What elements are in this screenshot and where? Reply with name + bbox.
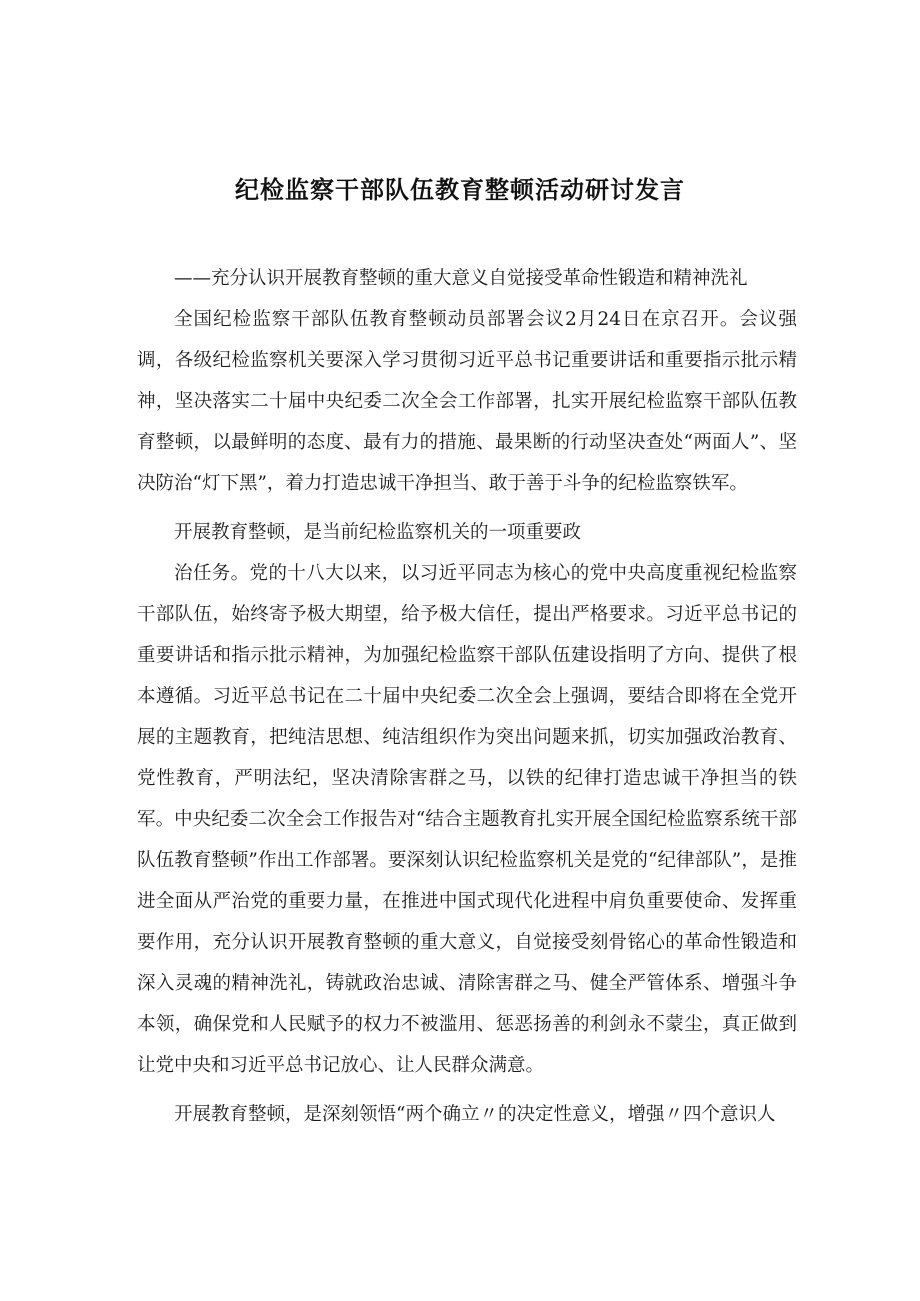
- body-paragraph: 全国纪检监察干部队伍教育整顿动员部署会议2月24日在京召开。会议强调，各级纪检监察机关要深入学习贯彻习近平总书记重要讲话和重要指示批示精神，坚决落实二十届中央纪委二次全会工作部署，扎实开展纪检监察干部队伍教育整顿，以最鲜明的态度、最有力的措施、最果断的行动坚决查处“两面人”、坚决防治“灯下黑”，着力打造忠诚干净担当、敢于善于斗争的纪检监察铁军。: [137, 309, 797, 494]
- document-title: 纪检监察干部队伍教育整顿活动研讨发言: [235, 176, 685, 204]
- subtitle-paragraph: ——充分认识开展教育整顿的重大意义自觉接受革命性锻造和精神洗礼: [174, 268, 748, 289]
- document-body: [137, 258, 797, 1135]
- body-paragraph: 治任务。党的十八大以来，以习近平同志为核心的党中央高度重视纪检监察干部队伍，始终寄予极大期望，给予极大信任，提出严格要求。习近平总书记的重要讲话和指示批示精神，为加强纪检监察干部队伍建设指明了方向、提供了根本遵循。习近平总书记在二十届中央纪委二次全会上强调，要结合即将在全党开展的主题教育，把纯洁思想、纯洁组织作为突出问题来抓，切实加强政治教育、党性教育，严明法纪，坚决清除害群之马，以铁的纪律打造忠诚干净担当的铁军。中央纪委二次全会工作报告对“结合主题教育扎实开展全国纪检监察系统干部队伍教育整顿”作出工作部署。要深刻认识纪检监察机关是党的“纪律部队”，是推进全面从严治党的重要力量，在推进中国式现代化进程中肩负重要使命、发挥重要作用，充分认识开展教育整顿的重大意义，自觉接受刻骨铭心的革命性锻造和深入灵魂的精神洗礼，铸就政治忠诚、清除害群之马、健全严管体系、增强斗争本领，确保党和人民赋予的权力不被滥用、惩恶扬善的利剑永不蒙尘，真正做到让党中央和习近平总书记放心、让人民群众满意。: [137, 563, 797, 1076]
- body-paragraph: 开展教育整顿，是深刻领悟“两个确立〃的决定性意义，增强〃四个意识人: [174, 1104, 776, 1125]
- body-paragraph: 开展教育整顿，是当前纪检监察机关的一项重要政: [174, 522, 582, 543]
